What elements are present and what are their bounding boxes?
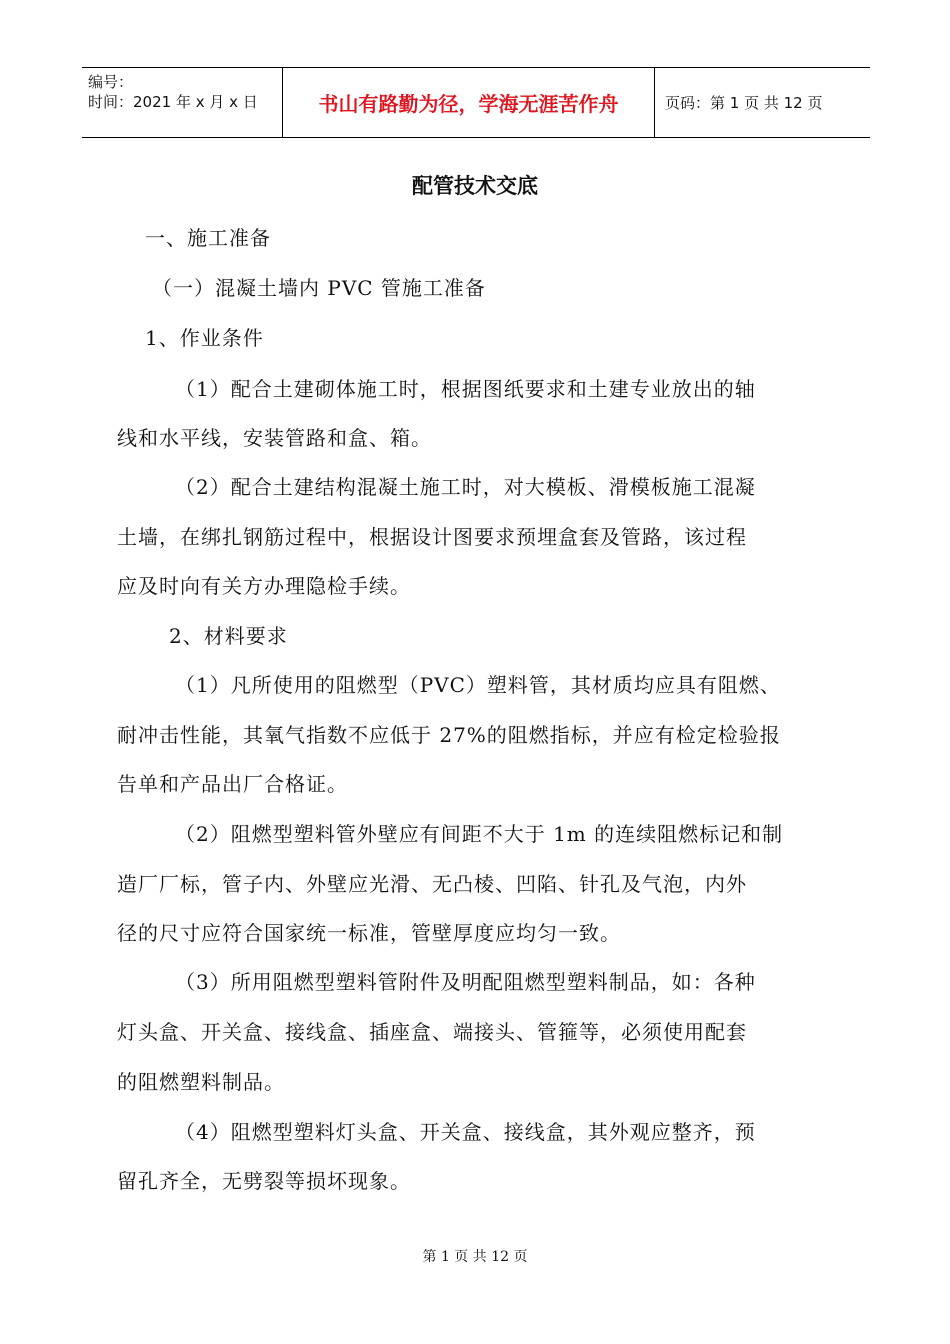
paragraph-line: 告单和产品出厂合格证。: [117, 772, 348, 796]
page-footer: 第 1 页 共 12 页: [422, 1249, 528, 1265]
paragraph-line: （4）阻燃型塑料灯头盒、开关盒、接线盒，其外观应整齐，预: [175, 1120, 756, 1144]
paragraph-line: 的阻燃塑料制品。: [117, 1070, 285, 1094]
paragraph-line: （2）配合土建结构混凝土施工时，对大模板、滑模板施工混凝: [175, 475, 756, 499]
header-meta-cell: [82, 68, 282, 137]
header-page-info: 页码：第 1 页 共 12 页: [665, 94, 823, 112]
document-number-label: 编号：: [88, 73, 134, 91]
item-heading: 1、作业条件: [145, 326, 264, 350]
document-title: 配管技术交底: [412, 174, 538, 198]
section-heading: 一、施工准备: [145, 226, 271, 250]
paragraph-line: 土墙，在绑扎钢筋过程中，根据设计图要求预埋盒套及管路，该过程: [117, 525, 747, 549]
paragraph-line: （1）配合土建砌体施工时，根据图纸要求和土建专业放出的轴: [175, 377, 756, 401]
paragraph-line: （3）所用阻燃型塑料管附件及明配阻燃型塑料制品，如：各种: [175, 970, 756, 994]
paragraph-line: 留孔齐全，无劈裂等损坏现象。: [117, 1169, 411, 1193]
document-time-label: 时间：2021 年 x 月 x 日: [88, 93, 258, 111]
subsection-heading: （一）混凝土墙内 PVC 管施工准备: [152, 276, 486, 300]
paragraph-line: 灯头盒、开关盒、接线盒、插座盒、端接头、管箍等，必须使用配套: [117, 1020, 747, 1044]
header-table: [82, 67, 870, 138]
paragraph-line: 线和水平线，安装管路和盒、箱。: [117, 426, 432, 450]
paragraph-line: 径的尺寸应符合国家统一标准，管壁厚度应均匀一致。: [117, 921, 621, 945]
paragraph-line: 造厂厂标，管子内、外壁应光滑、无凸棱、凹陷、针孔及气泡，内外: [117, 872, 747, 896]
header-motto: 书山有路勤为径，学海无涯苦作舟: [282, 68, 655, 137]
paragraph-line: 耐冲击性能，其氧气指数不应低于 27%的阻燃指标，并应有检定检验报: [117, 723, 781, 747]
item-heading: 2、材料要求: [169, 624, 288, 648]
paragraph-line: （2）阻燃型塑料管外壁应有间距不大于 1m 的连续阻燃标记和制: [175, 822, 784, 846]
paragraph-line: （1）凡所使用的阻燃型（PVC）塑料管，其材质均应具有阻燃、: [175, 673, 781, 697]
paragraph-line: 应及时向有关方办理隐检手续。: [117, 574, 411, 598]
